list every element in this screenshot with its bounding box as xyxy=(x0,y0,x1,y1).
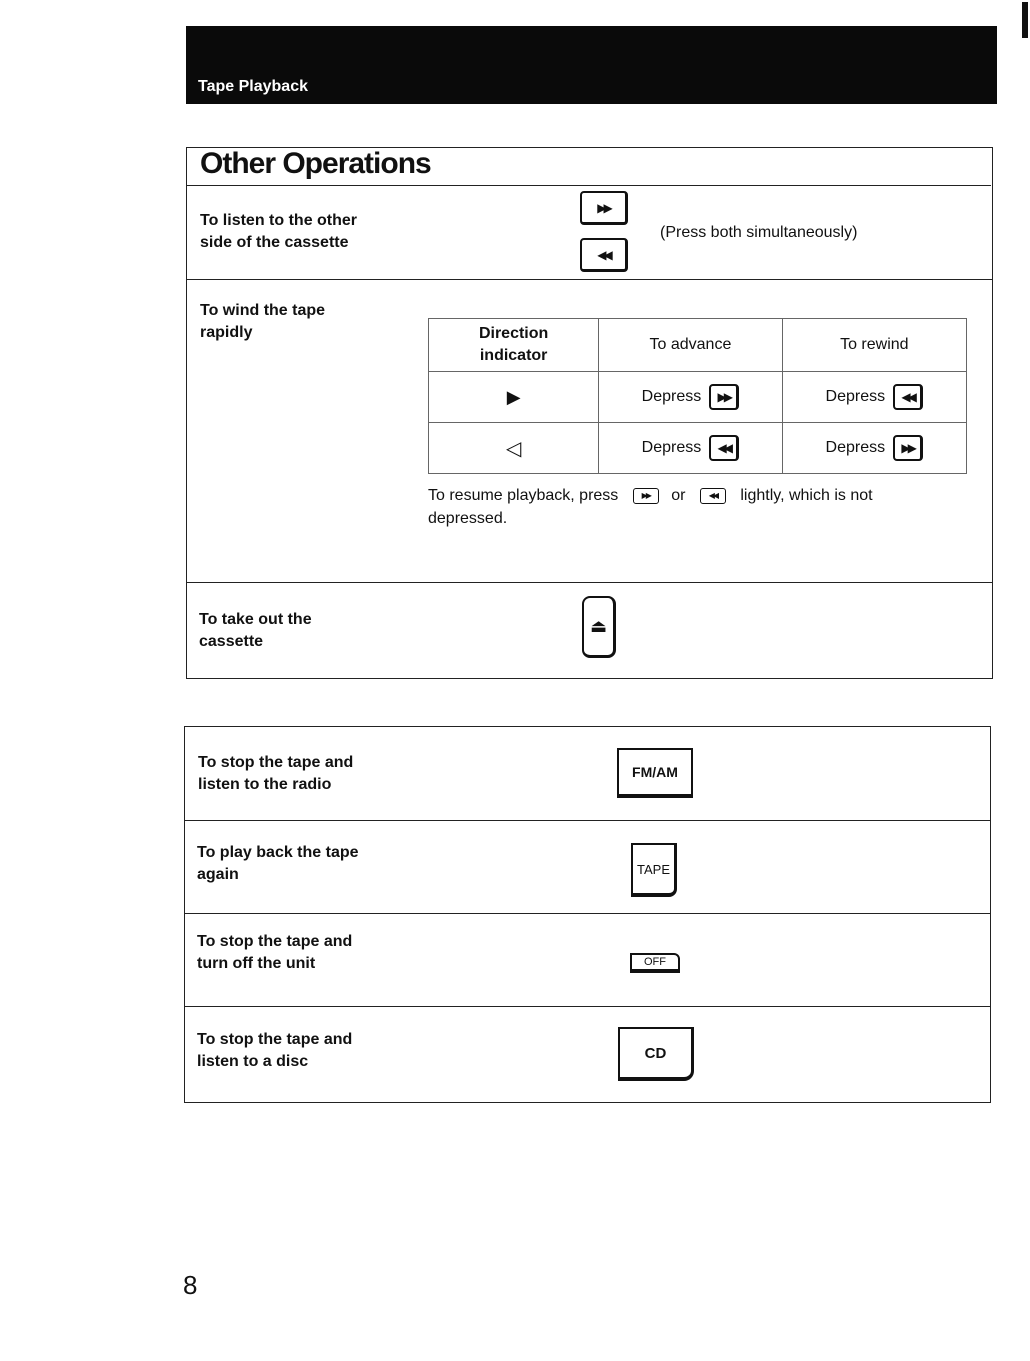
cd-button[interactable] xyxy=(618,1027,694,1081)
off-button[interactable] xyxy=(630,953,680,973)
cd-key-label: CD xyxy=(644,1044,667,1062)
page-number: 8 xyxy=(183,1270,198,1300)
fast-forward-icon: ▶▶ xyxy=(597,200,610,215)
fast-forward-icon: ▶▶ xyxy=(901,441,914,455)
page-title: Other Operations xyxy=(200,147,431,180)
advance-cell xyxy=(599,423,782,474)
direction-indicator-header: Direction indicator xyxy=(429,319,599,372)
header-bar xyxy=(186,26,997,104)
table-row xyxy=(429,423,967,474)
to-advance-header: To advance xyxy=(599,319,782,372)
depress-text: Depress xyxy=(641,439,702,456)
resume-prefix: To resume playback, press xyxy=(428,487,619,504)
depress-text: Depress xyxy=(825,439,886,456)
direction-cell xyxy=(429,423,599,474)
advance-cell xyxy=(599,372,782,423)
turn-off-label: To stop the tape and turn off the unit xyxy=(197,933,353,972)
table-header-row xyxy=(429,319,967,372)
simultaneous-note: (Press both simultaneously) xyxy=(660,224,858,241)
resume-instruction xyxy=(428,485,873,507)
outline-left-triangle-icon: ◁ xyxy=(505,437,522,460)
to-rewind-header: To rewind xyxy=(782,319,966,372)
rewind-icon: ◀◀ xyxy=(717,441,730,455)
edge-marker xyxy=(1022,2,1028,38)
fast-forward-icon: ▶▶ xyxy=(641,490,650,500)
resume-or: or xyxy=(671,487,686,504)
direction-cell xyxy=(429,372,599,423)
title-row xyxy=(186,147,991,186)
listen-disc-label: To stop the tape and listen to a disc xyxy=(197,1031,353,1070)
filled-right-triangle-icon: ▶ xyxy=(506,386,521,407)
fast-forward-button[interactable] xyxy=(709,384,739,410)
rewind-button[interactable] xyxy=(700,488,726,504)
row-divider xyxy=(184,1006,990,1007)
depress-text: Depress xyxy=(825,388,886,405)
rewind-button[interactable] xyxy=(709,435,739,461)
off-key-label: OFF xyxy=(644,956,666,968)
rewind-icon: ◀◀ xyxy=(901,390,914,404)
stop-radio-label: To stop the tape and listen to the radio xyxy=(198,754,354,793)
fast-forward-icon: ▶▶ xyxy=(717,390,730,404)
rewind-cell xyxy=(782,423,966,474)
resume-instruction-line2: depressed. xyxy=(428,510,508,527)
eject-icon: ⏏ xyxy=(589,616,607,636)
resume-suffix: lightly, which is not xyxy=(740,487,873,504)
rewind-button[interactable] xyxy=(893,384,923,410)
eject-button[interactable] xyxy=(582,596,616,658)
rewind-icon: ◀◀ xyxy=(597,247,610,262)
depress-text: Depress xyxy=(641,388,702,405)
tape-button[interactable] xyxy=(631,843,677,897)
fm-am-button[interactable] xyxy=(617,748,693,798)
section-title: Tape Playback xyxy=(198,78,308,95)
fast-forward-button[interactable] xyxy=(893,435,923,461)
row-divider xyxy=(184,820,990,821)
tape-key-label: TAPE xyxy=(637,861,670,877)
row-divider xyxy=(186,582,992,583)
wind-tape-label: To wind the tape rapidly xyxy=(200,302,326,341)
rewind-cell xyxy=(782,372,966,423)
wind-direction-table xyxy=(428,318,967,474)
flip-side-label: To listen to the other side of the cassette xyxy=(200,212,358,251)
fast-forward-button[interactable] xyxy=(580,191,628,225)
row-divider xyxy=(184,913,990,914)
eject-label: To take out the cassette xyxy=(199,611,312,650)
fast-forward-button[interactable] xyxy=(633,488,659,504)
row-divider xyxy=(186,279,992,280)
rewind-button[interactable] xyxy=(580,238,628,272)
play-again-label: To play back the tape again xyxy=(197,844,359,883)
rewind-icon: ◀◀ xyxy=(708,490,718,500)
fm-am-key-label: FM/AM xyxy=(632,764,678,780)
table-row xyxy=(429,372,967,423)
